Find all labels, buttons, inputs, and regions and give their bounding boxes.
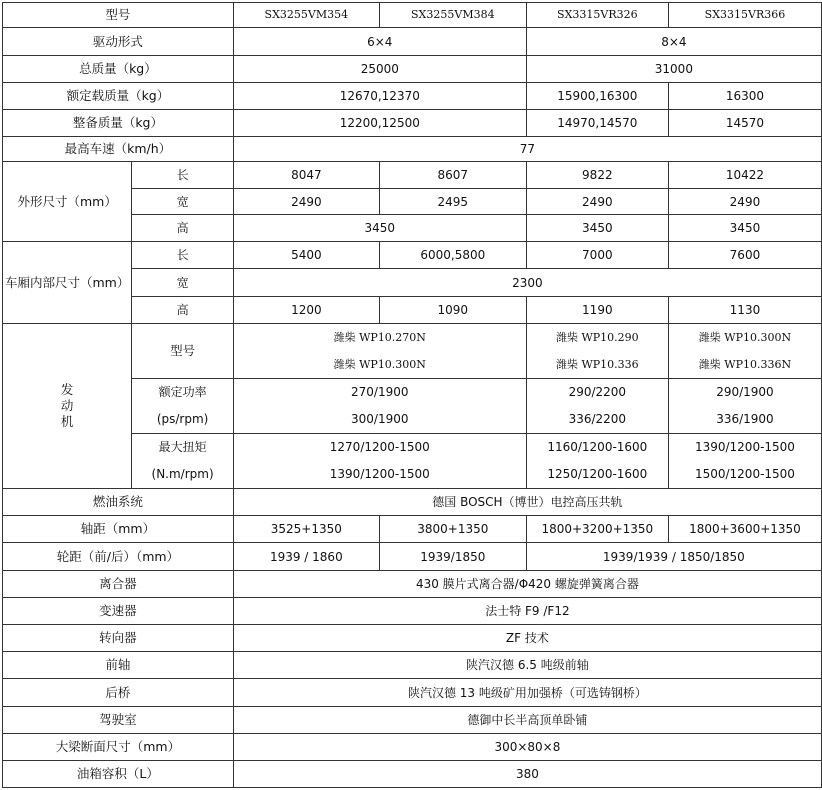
box-height-1: 1200 [233, 297, 379, 324]
front-axle-value: 陕汽汉德 6.5 吨级前轴 [233, 652, 821, 679]
row-frame-section [3, 734, 822, 761]
track-3: 1939/1939 / 1850/1850 [526, 543, 821, 571]
label-engine-char-2: 动 [60, 398, 74, 413]
box-length-4: 7600 [668, 242, 821, 269]
rated-load-2: 15900,16300 [526, 83, 668, 110]
label-engine-char-1: 发 [60, 382, 74, 397]
outer-length-4: 10422 [668, 162, 821, 189]
label-outer-height: 高 [132, 215, 233, 242]
wheelbase-1: 3525+1350 [233, 516, 379, 543]
wheelbase-3: 1800+3200+1350 [526, 516, 668, 543]
curb-mass-1: 12200,12500 [233, 110, 526, 137]
row-rated-load [3, 83, 822, 110]
label-fuel-tank: 油箱容积（L） [3, 761, 234, 788]
fuel-tank-value: 380 [233, 761, 821, 788]
label-drive: 驱动形式 [3, 28, 234, 56]
rated-power-3b: 336/1900 [716, 412, 774, 426]
row-box-length [3, 242, 822, 269]
row-wheelbase [3, 516, 822, 543]
label-box-dim: 车厢内部尺寸（mm） [3, 242, 132, 324]
fuel-system-value: 德国 BOSCH（博世）电控高压共轨 [233, 489, 821, 516]
engine-model-1a: 潍柴 WP10.270N [333, 331, 426, 344]
outer-length-1: 8047 [233, 162, 379, 189]
label-rated-power-unit: (ps/rpm) [156, 412, 209, 426]
label-max-torque-name: 最大扭矩 [158, 440, 207, 454]
row-gearbox [3, 598, 822, 625]
steering-value: ZF 技术 [233, 625, 821, 652]
outer-height-1: 3450 [233, 215, 526, 242]
track-1: 1939 / 1860 [233, 543, 379, 571]
max-speed-value: 77 [233, 137, 821, 162]
label-fuel-system: 燃油系统 [3, 489, 234, 516]
rear-axle-value: 陕汽汉德 13 吨级矿用加强桥（可选铸钢桥） [233, 679, 821, 707]
row-max-speed [3, 137, 822, 162]
model-2: SX3255VM384 [379, 3, 526, 28]
outer-width-1: 2490 [233, 189, 379, 215]
rated-load-1: 12670,12370 [233, 83, 526, 110]
max-torque-2b: 1250/1200-1600 [547, 467, 648, 481]
cab-value: 德御中长半高顶单卧铺 [233, 707, 821, 734]
row-clutch [3, 571, 822, 598]
max-torque-3a: 1390/1200-1500 [694, 440, 795, 454]
rated-power-3a: 290/1900 [716, 385, 774, 399]
max-torque-1b: 1390/1200-1500 [329, 467, 430, 481]
label-front-axle: 前轴 [3, 652, 234, 679]
label-curb-mass: 整备质量（kg） [3, 110, 234, 137]
label-max-torque-unit: (N.m/rpm) [151, 467, 214, 481]
label-box-height: 高 [132, 297, 233, 324]
curb-mass-3: 14570 [668, 110, 821, 137]
label-engine-model: 型号 [132, 324, 233, 379]
label-gross-mass: 总质量（kg） [3, 56, 234, 83]
label-max-speed: 最高车速（km/h） [3, 137, 234, 162]
row-drive [3, 28, 822, 56]
drive-8x4: 8×4 [526, 28, 821, 56]
engine-model-2a: 潍柴 WP10.290 [555, 331, 639, 344]
label-model: 型号 [3, 3, 234, 28]
engine-model-2b: 潍柴 WP10.336 [555, 358, 639, 371]
row-rear-axle [3, 679, 822, 707]
box-length-2: 6000,5800 [379, 242, 526, 269]
outer-length-2: 8607 [379, 162, 526, 189]
rated-power-1b: 300/1900 [351, 412, 409, 426]
label-wheelbase: 轴距（mm） [3, 516, 234, 543]
label-rated-load: 额定载质量（kg） [3, 83, 234, 110]
outer-width-3: 2490 [526, 189, 668, 215]
model-3: SX3315VR326 [526, 3, 668, 28]
label-rear-axle: 后桥 [3, 679, 234, 707]
label-outer-length: 长 [132, 162, 233, 189]
frame-section-value: 300×80×8 [233, 734, 821, 761]
rated-power-3 [668, 379, 821, 434]
box-height-4: 1130 [668, 297, 821, 324]
max-torque-3b: 1500/1200-1500 [694, 467, 795, 481]
outer-height-3: 3450 [668, 215, 821, 242]
label-engine [3, 324, 132, 489]
wheelbase-2: 3800+1350 [379, 516, 526, 543]
rated-power-2b: 336/2200 [568, 412, 627, 426]
label-clutch: 离合器 [3, 571, 234, 598]
engine-model-3a: 潍柴 WP10.300N [698, 331, 792, 344]
max-torque-1 [233, 434, 526, 489]
rated-power-2 [526, 379, 668, 434]
label-max-torque [132, 434, 233, 489]
model-1: SX3255VM354 [233, 3, 379, 28]
row-curb-mass [3, 110, 822, 137]
drive-6x4: 6×4 [233, 28, 526, 56]
outer-height-2: 3450 [526, 215, 668, 242]
rated-load-3: 16300 [668, 83, 821, 110]
row-outer-length [3, 162, 822, 189]
label-cab: 驾驶室 [3, 707, 234, 734]
outer-length-3: 9822 [526, 162, 668, 189]
track-2: 1939/1850 [379, 543, 526, 571]
label-rated-power-name: 额定功率 [158, 385, 207, 399]
gross-mass-1: 25000 [233, 56, 526, 83]
clutch-value: 430 膜片式离合器/Φ420 螺旋弹簧离合器 [233, 571, 821, 598]
rated-power-2a: 290/2200 [568, 385, 627, 399]
box-length-3: 7000 [526, 242, 668, 269]
box-height-2: 1090 [379, 297, 526, 324]
outer-width-4: 2490 [668, 189, 821, 215]
row-steering [3, 625, 822, 652]
max-torque-3 [668, 434, 821, 489]
row-cab [3, 707, 822, 734]
outer-width-2: 2495 [379, 189, 526, 215]
spec-table [2, 2, 822, 788]
rated-power-1a: 270/1900 [351, 385, 409, 399]
label-outer-width: 宽 [132, 189, 233, 215]
max-torque-2 [526, 434, 668, 489]
row-track [3, 543, 822, 571]
row-gross-mass [3, 56, 822, 83]
wheelbase-4: 1800+3600+1350 [668, 516, 821, 543]
model-4: SX3315VR366 [668, 3, 821, 28]
label-engine-char-3: 机 [60, 414, 74, 429]
label-steering: 转向器 [3, 625, 234, 652]
curb-mass-2: 14970,14570 [526, 110, 668, 137]
box-height-3: 1190 [526, 297, 668, 324]
label-outer-dim: 外形尺寸（mm） [3, 162, 132, 242]
label-box-width: 宽 [132, 269, 233, 297]
engine-model-1 [233, 324, 526, 379]
label-track: 轮距（前/后）（mm） [3, 543, 234, 571]
label-rated-power [132, 379, 233, 434]
box-width-value: 2300 [233, 269, 821, 297]
row-fuel-tank [3, 761, 822, 788]
max-torque-2a: 1160/1200-1600 [547, 440, 648, 454]
engine-model-2 [526, 324, 668, 379]
box-length-1: 5400 [233, 242, 379, 269]
row-model [3, 3, 822, 28]
engine-model-1b: 潍柴 WP10.300N [333, 358, 426, 371]
rated-power-1 [233, 379, 526, 434]
max-torque-1a: 1270/1200-1500 [329, 440, 430, 454]
label-frame-section: 大梁断面尺寸（mm） [3, 734, 234, 761]
row-front-axle [3, 652, 822, 679]
gearbox-value: 法士特 F9 /F12 [233, 598, 821, 625]
engine-model-3b: 潍柴 WP10.336N [698, 358, 792, 371]
engine-model-3 [668, 324, 821, 379]
row-engine-model [3, 324, 822, 379]
label-box-length: 长 [132, 242, 233, 269]
gross-mass-2: 31000 [526, 56, 821, 83]
label-gearbox: 变速器 [3, 598, 234, 625]
row-fuel-system [3, 489, 822, 516]
